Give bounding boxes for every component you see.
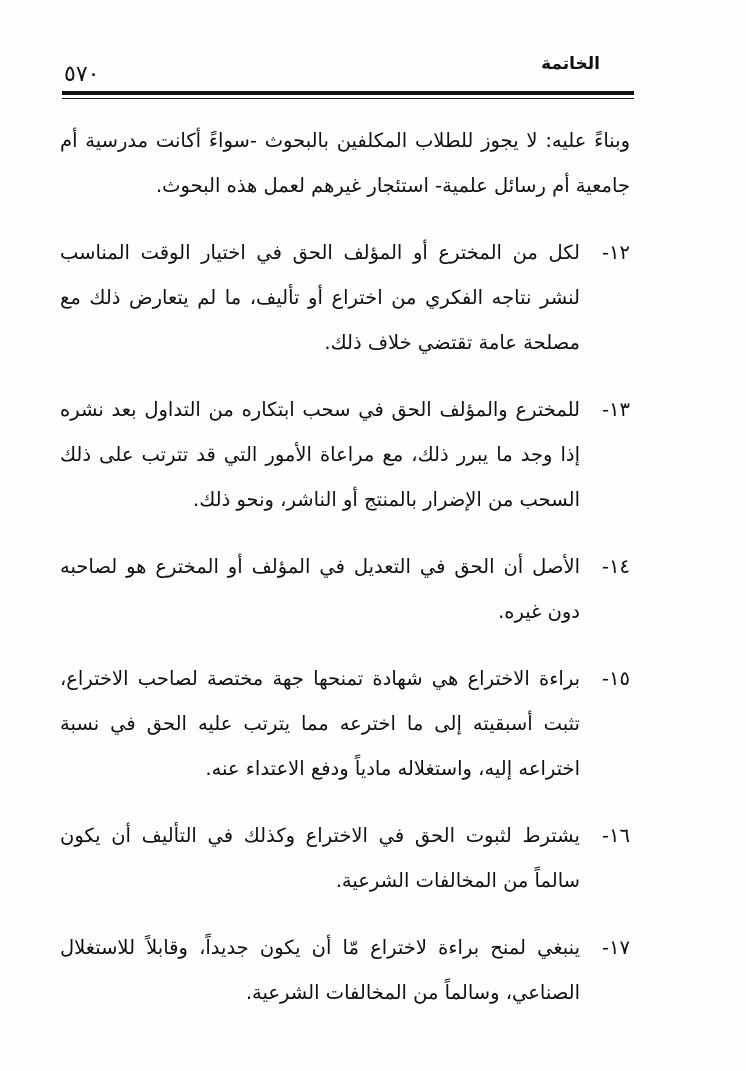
item-text: يشترط لثبوت الحق في الاختراع وكذلك في التأليف أن يكون سالماً من المخالفات الشرعية. <box>60 824 580 892</box>
item-text: لكل من المخترع أو المؤلف الحق في اختيار الوقت المناسب لنشر نتاجه الفكري من اختراع أو تأليف، ما لم يتعارض ذلك مع مصلحة عامة تقتضي خلاف ذلك. <box>60 241 580 354</box>
header-rule-thin <box>62 98 634 99</box>
item-text: الأصل أن الحق في التعديل في المؤلف أو المخترع هو لصاحبه دون غيره. <box>60 555 580 623</box>
page-number: ٥٧٠ <box>64 62 100 87</box>
list-item <box>60 925 630 1015</box>
item-number: ١٣- <box>602 398 630 421</box>
list-item <box>60 813 630 903</box>
item-number: ١٢- <box>602 241 630 264</box>
item-text: ينبغي لمنح براءة لاختراع مّا أن يكون جديداً، وقابلاً للاستغلال الصناعي، وسالماً من المخالفات الشرعية. <box>60 936 580 1004</box>
list-item <box>60 230 630 365</box>
list-item <box>60 656 630 791</box>
chapter-title: الخاتمة <box>541 54 600 74</box>
item-text: للمخترع والمؤلف الحق في سحب ابتكاره من التداول بعد نشره إذا وجد ما يبرر ذلك، مع مراعاة الأمور التي قد تترتب على ذلك السحب من الإضرار بالمنتج أو الناشر، ونحو ذلك. <box>60 398 580 511</box>
item-text: براءة الاختراع هي شهادة تمنحها جهة مختصة لصاحب الاختراع، تثبت أسبقيته إلى ما اخترعه مما يترتب عليه الحق في نسبة اختراعه إليه، واستغلاله مادياً ودفع الاعتداء عنه. <box>60 667 580 780</box>
item-number: ١٥- <box>602 667 630 690</box>
item-number: ١٧- <box>602 936 630 959</box>
list-item <box>60 544 630 634</box>
item-number: ١٤- <box>602 555 630 578</box>
page-header <box>32 48 628 100</box>
page-body <box>60 118 630 1037</box>
item-number: ١٦- <box>602 824 630 847</box>
list-item <box>60 387 630 522</box>
intro-paragraph: وبناءً عليه: لا يجوز للطلاب المكلفين بالبحوث -سواءً أكانت مدرسية أم جامعية أم رسائل علمية- استئجار غيرهم لعمل هذه البحوث. <box>60 129 630 197</box>
header-rule-thick <box>62 91 634 95</box>
